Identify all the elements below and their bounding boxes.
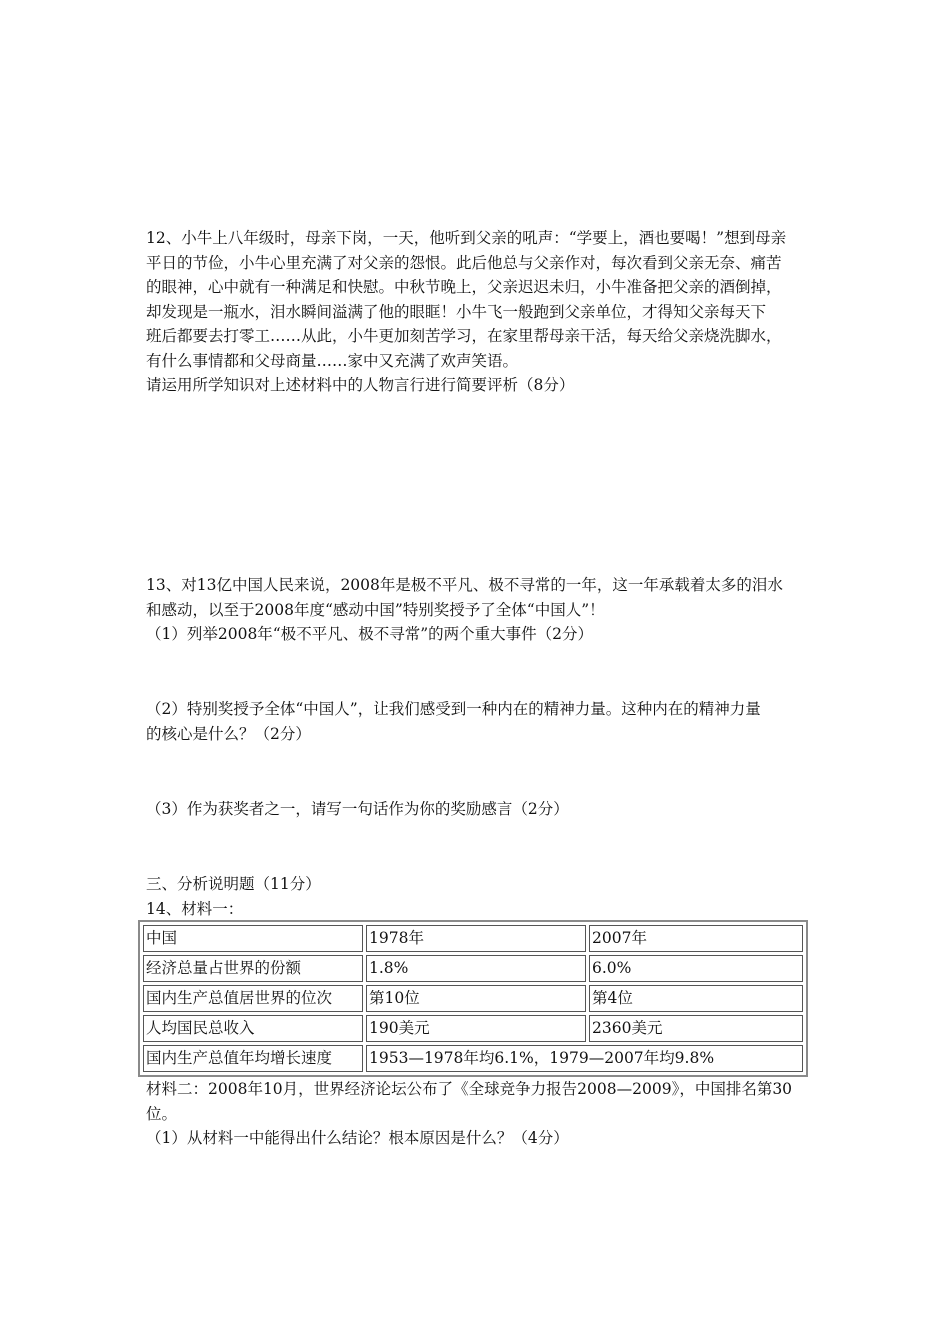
table-cell: 人均国民总收入 [143,1015,363,1042]
table-row [143,1015,803,1042]
table-cell: 1.8% [366,955,586,982]
q13-sub1: （1）列举2008年“极不平凡、极不寻常”的两个重大事件（2分） [146,625,594,643]
table-row [143,985,803,1012]
section-title: 三、分析说明题（11分） [146,875,321,893]
table-cell: 第10位 [366,985,586,1012]
question-13 [146,573,814,647]
q13-sub2-line: 的核心是什么？（2分） [146,724,311,743]
q12-line: 却发现是一瓶水，泪水瞬间溢满了他的眼眶！小牛飞一般跑到父亲单位，才得知父亲每天下 [146,302,767,321]
question-13-sub3 [146,797,814,822]
table-cell: 中国 [143,925,363,952]
material-one-table [138,920,808,1077]
table-cell: 1953—1978年均6.1%，1979—2007年均9.8% [366,1045,803,1072]
q12-line: 12、小牛上八年级时，母亲下岗，一天，他听到父亲的吼声：“学要上，酒也要喝！”想到母亲 [146,229,787,247]
question-13-sub2 [146,697,814,746]
material-two-line: 位。 [146,1104,178,1123]
q12-line: 平日的节俭，小牛心里充满了对父亲的怨恨。此后他总与父亲作对，每次看到父亲无奈、痛苦 [146,253,782,272]
table-cell: 国内生产总值年均增长速度 [143,1045,363,1072]
table-cell: 经济总量占世界的份额 [143,955,363,982]
table-cell: 2007年 [589,925,803,952]
table-row [143,955,803,982]
q12-line: 班后都要去打零工……从此，小牛更加刻苦学习，在家里帮母亲干活，每天给父亲烧洗脚水， [146,327,782,345]
question-12 [146,226,814,398]
table-cell: 1978年 [366,925,586,952]
q13-sub2-line: （2）特别奖授予全体“中国人”，让我们感受到一种内在的精神力量。这种内在的精神力量 [146,700,761,718]
q13-line: 13、对13亿中国人民来说，2008年是极不平凡、极不寻常的一年，这一年承载着太多的泪水 [146,576,783,594]
q14-intro: 14、材料一： [146,899,244,918]
section-3-heading [146,872,814,921]
q12-prompt: 请运用所学知识对上述材料中的人物言行进行简要评析（8分） [146,376,575,394]
q12-line: 有什么事情都和父母商量……家中又充满了欢声笑语。 [146,351,519,370]
material-two-line: 材料二：2008年10月，世界经济论坛公布了《全球竞争力报告2008—2009》，中国排名第30 [146,1080,793,1098]
table-cell: 2360美元 [589,1015,803,1042]
q13-sub3: （3）作为获奖者之一，请写一句话作为你的奖励感言（2分） [146,800,569,818]
table-cell: 国内生产总值居世界的位次 [143,985,363,1012]
table-row [143,1045,803,1072]
table-row [143,925,803,952]
table-cell: 190美元 [366,1015,586,1042]
q12-line: 的眼神，心中就有一种满足和快慰。中秋节晚上，父亲迟迟未归，小牛准备把父亲的酒倒掉， [146,278,782,296]
material-two [146,1077,814,1151]
table-cell: 6.0% [589,955,803,982]
q14-sub1: （1）从材料一中能得出什么结论？根本原因是什么？（4分） [146,1129,569,1147]
q13-line: 和感动，以至于2008年度“感动中国”特别奖授予了全体“中国人”！ [146,600,605,619]
table-cell: 第4位 [589,985,803,1012]
